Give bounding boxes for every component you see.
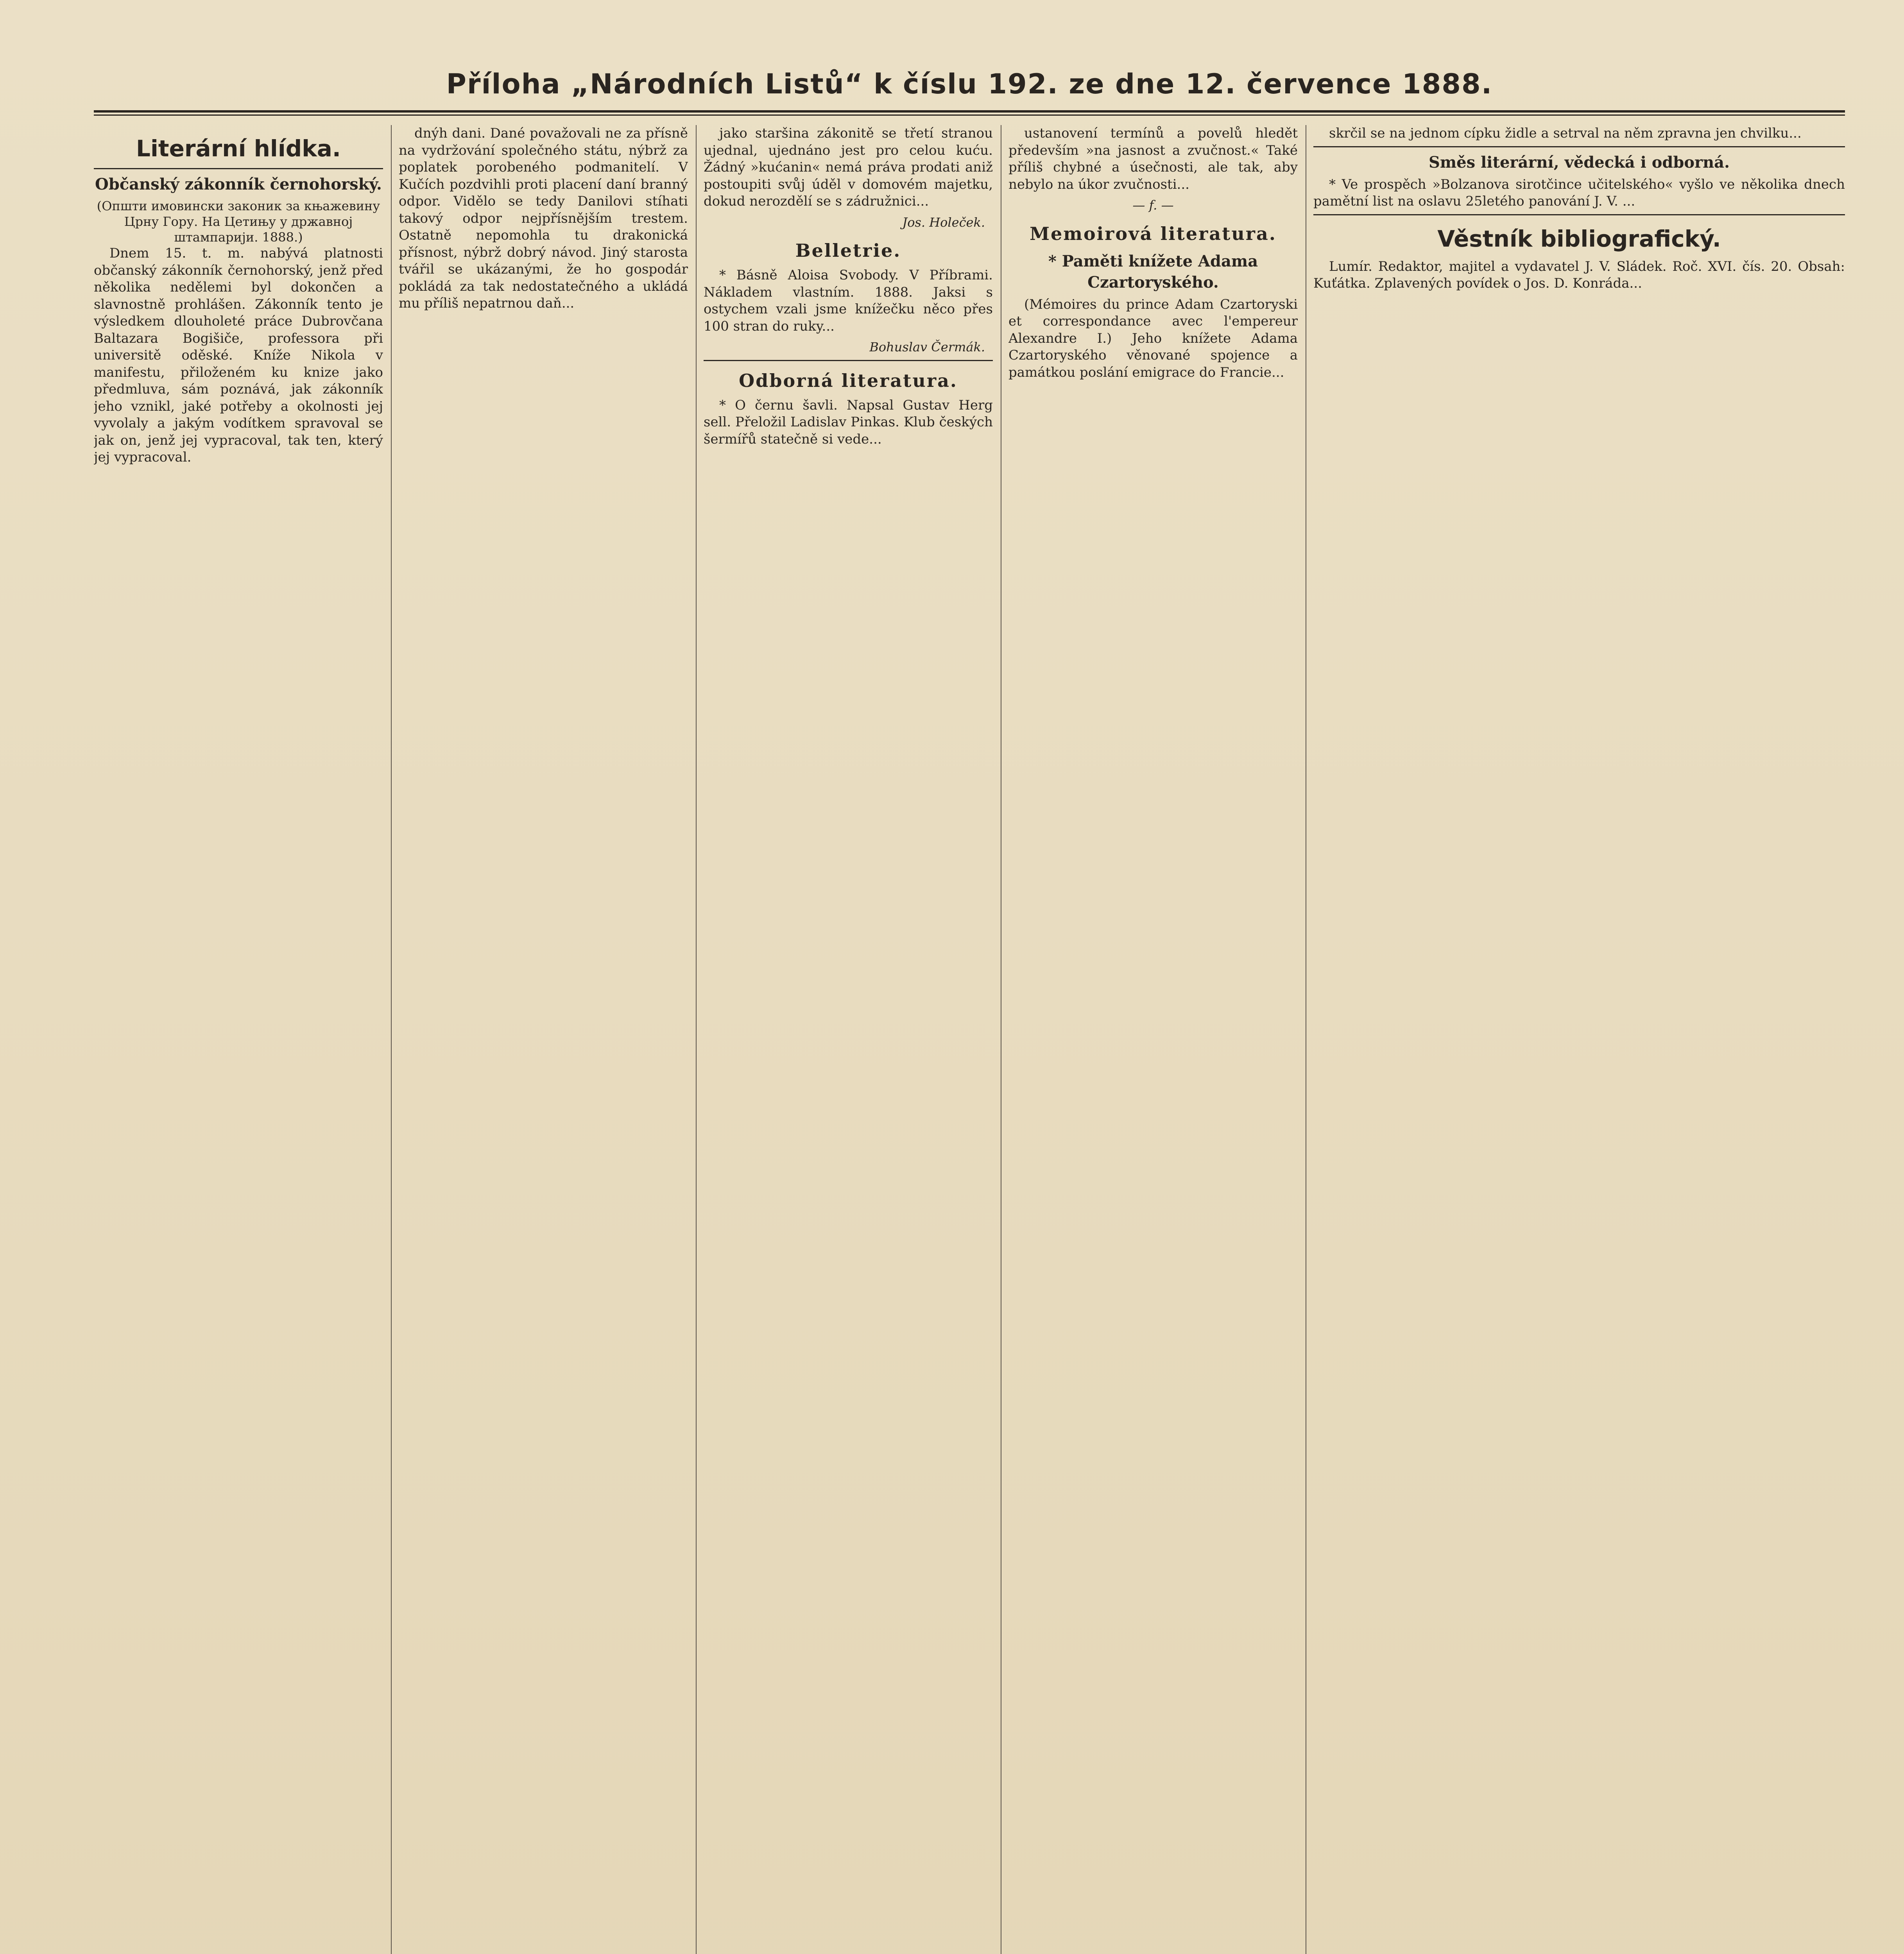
separator: — f. — [1132,198,1174,213]
masthead: Příloha „Národních Listů“ k číslu 192. ze dne 12. července 1888. [446,68,1493,100]
article-body: ustanovení termínů a povelů hledět především »na jasnost a zvučnost.« Také příliš chybné a úsečnosti, ale tak, aby nebylo na úkor zvučnosti... [1008,125,1298,192]
odborna-body: * O černu šavli. Napsal Gustav Herg sell. Přeložil Ladislav Pinkas. Klub českých šermířů statečně si vede... [704,397,993,447]
signature: Jos. Holeček. [902,215,985,230]
section-heading-odborna: Odborná literatura. [739,370,958,391]
article-epigraph: (Општи имовински законик за књажевину Црну Гору. На Цетињу у државној штампарији. 1888.) [97,199,380,245]
signature: Bohuslav Čermák. [869,340,985,354]
article-body: dnýh dani. Dané považovali ne za přísně na vydržování společného státu, nýbrž za poplatek porobeného podmanitelí. V Kučích pozdvihli proti placení daní branný odpor. Vidělo se tedy Danilovi stíhati takový odpor nejpřísnějším trestem. Ostatně nepomohla tu drakonická přísnost, nýbrž dobrý návod. Jiný starosta tvářil se ukázanými, že ho gospodár pokládá za tak nedostatečného a ukládá mu příliš nepatrnou daň... [399,125,688,311]
column-4 [1008,125,1298,1954]
article-body: skrčil se na jednom cípku židle a setrval na něm zpravna jen chvilku... [1329,125,1802,141]
column-5 [1313,125,1845,1954]
section-heading-belletrie: Belletrie. [795,240,901,261]
divider [704,360,993,361]
divider [1313,146,1845,147]
column-1 [94,125,383,1954]
column-rule [391,125,392,1954]
column-3 [704,125,993,1954]
article-heading-zakonnik: Občanský zákonník černohorský. [95,175,382,193]
column-rule [696,125,697,1954]
memoir-body: (Mémoires du prince Adam Czartoryski et correspondance avec l'empereur Alexandre I.) Jeho knížete Adama Czartoryského věnované spojence a památkou poslání emigrace do Francie... [1008,296,1298,380]
divider [1313,214,1845,215]
science-body: * Ve prospěch »Bolzanova sirotčince učitelského« vyšlo ve několika dnech pamětní list na oslavu 25letého panování J. V. ... [1313,176,1845,209]
column-heading-literarni-hlidka: Literární hlídka. [136,135,341,162]
biblio-body: Lumír. Redaktor, majitel a vydavatel J. V. Sládek. Roč. XVI. čís. 20. Obsah: Kuťátka. Zplavených povídek o Jos. D. Konráda... [1313,258,1845,291]
memoir-subheading: * Paměti knížete Adama Czartoryského. [1048,252,1258,292]
divider [94,168,383,169]
section-heading-memoirova: Memoirová literatura. [1030,223,1277,244]
masthead-rule [94,110,1845,116]
section-heading-vestnik: Věstník bibliografický. [1437,225,1721,252]
article-body: jako staršina zákonitě se třetí stranou ujednal, ujednáno jest pro celou kuću. Žádný »kućanin« nemá práva prodati aniž postoupiti svůj úděl v domovém majetku, dokud nerozdělí se s zádružnici... [704,125,993,209]
article-body: Dnem 15. t. m. nabývá platnosti občanský zákonník černohorský, jenž před několika nedělemi byl dokončen a slavnostně prohlášen. Zákonník tento je výsledkem dlouholeté práce Dubrovčana Baltazara Bogišiče, professora při universitě oděské. Kníže Nikola v manifestu, přiloženém ku knize jako předmluva, sám poznává, jak zákonník jeho vznikl, jaké potřeby a okolnosti jej vyvolaly a jakým vodítkem spravoval se jak on, jenž jej vypracoval, tak ten, který jej vypracoval. [94,245,383,465]
belletrie-body: * Básně Aloisa Svobody. V Příbrami. Nákladem vlastním. 1888. Jaksi s ostychem vzali jsme knížečku něco přes 100 stran do ruky... [704,267,993,334]
section-heading-smes: Směs literární, vědecká i odborná. [1428,153,1730,172]
column-2 [399,125,688,1954]
